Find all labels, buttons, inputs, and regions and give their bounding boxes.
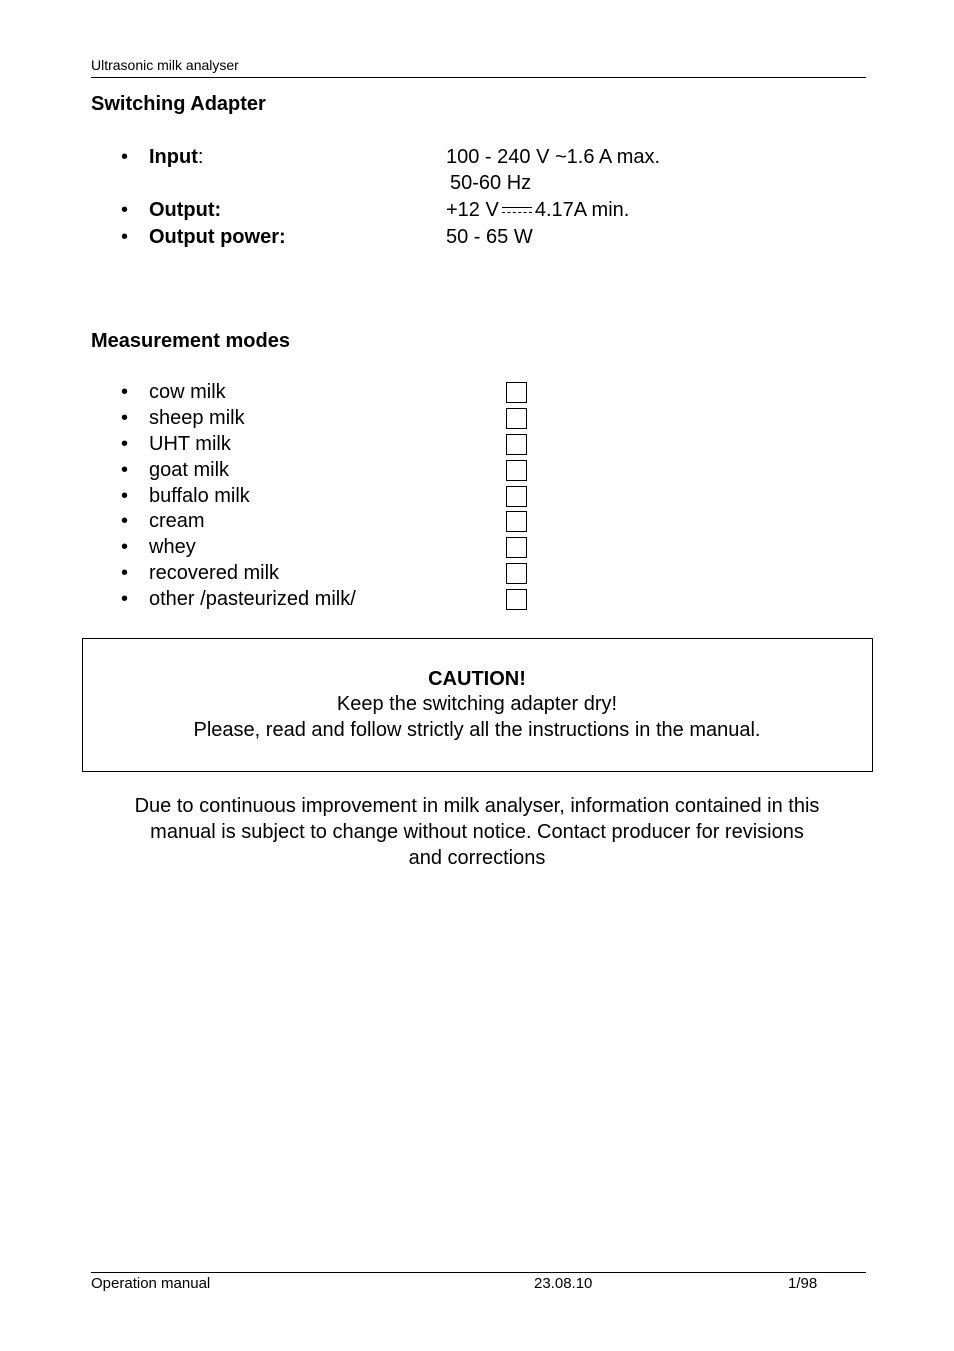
- caution-title: CAUTION!: [428, 668, 526, 690]
- mode-checkbox-buffalo-milk[interactable]: [506, 486, 527, 507]
- bullet: •: [121, 536, 129, 558]
- mode-label: buffalo milk: [149, 485, 250, 507]
- mode-checkbox-goat-milk[interactable]: [506, 460, 527, 481]
- mode-label: UHT milk: [149, 433, 231, 455]
- bullet: •: [121, 459, 129, 481]
- mode-label: other /pasteurized milk/: [149, 588, 356, 610]
- bullet: •: [121, 381, 129, 403]
- bullet: •: [121, 199, 129, 221]
- modes-heading: Measurement modes: [91, 330, 290, 352]
- mode-checkbox-recovered-milk[interactable]: [506, 563, 527, 584]
- mode-checkbox-other-pasteurized-milk[interactable]: [506, 589, 527, 610]
- caution-line-1: Keep the switching adapter dry!: [336, 693, 618, 715]
- bullet: •: [121, 407, 129, 429]
- bullet: •: [121, 562, 129, 584]
- spec-value-output-power: 50 - 65 W: [446, 226, 533, 248]
- bullet: •: [121, 433, 129, 455]
- bullet: •: [121, 588, 129, 610]
- spec-value-frequency: 50-60 Hz: [450, 172, 532, 194]
- mode-label: cow milk: [149, 381, 226, 403]
- bullet: •: [121, 510, 129, 532]
- bullet: •: [121, 226, 129, 248]
- mode-label: recovered milk: [149, 562, 280, 584]
- bullet: •: [121, 485, 129, 507]
- spec-label-output-power: Output power:: [149, 226, 286, 248]
- header-divider: [91, 77, 866, 78]
- footer-page-number: 1/98: [788, 1275, 818, 1292]
- mode-label: cream: [149, 510, 205, 532]
- dc-current-icon: [502, 205, 532, 217]
- mode-checkbox-cream[interactable]: [506, 511, 527, 532]
- spec-value-output: +12 V 4.17A min.: [446, 199, 630, 221]
- bullet: •: [121, 146, 129, 168]
- mode-checkbox-sheep-milk[interactable]: [506, 408, 527, 429]
- spec-label-output: Output:: [149, 199, 222, 221]
- footer-date: 23.08.10: [534, 1275, 593, 1292]
- running-header: Ultrasonic milk analyser: [91, 57, 239, 73]
- mode-label: whey: [149, 536, 196, 558]
- mode-label: goat milk: [149, 459, 230, 481]
- notice-line-2: manual is subject to change without notice. Contact producer for revisions: [150, 821, 804, 843]
- mode-label: sheep milk: [149, 407, 245, 429]
- mode-checkbox-whey[interactable]: [506, 537, 527, 558]
- mode-checkbox-uht-milk[interactable]: [506, 434, 527, 455]
- notice-line-1: Due to continuous improvement in milk analyser, information contained in this: [134, 795, 820, 817]
- notice-line-3: and corrections: [408, 847, 546, 869]
- caution-line-2: Please, read and follow strictly all the instructions in the manual.: [193, 719, 761, 741]
- mode-checkbox-cow-milk[interactable]: [506, 382, 527, 403]
- footer-divider: [91, 1272, 866, 1273]
- footer-manual-label: Operation manual: [91, 1275, 211, 1292]
- spec-value-input: 100 - 240 V ~1.6 A max.: [446, 146, 661, 168]
- spec-label-input: Input:: [149, 146, 204, 168]
- adapter-heading: Switching Adapter: [91, 93, 266, 115]
